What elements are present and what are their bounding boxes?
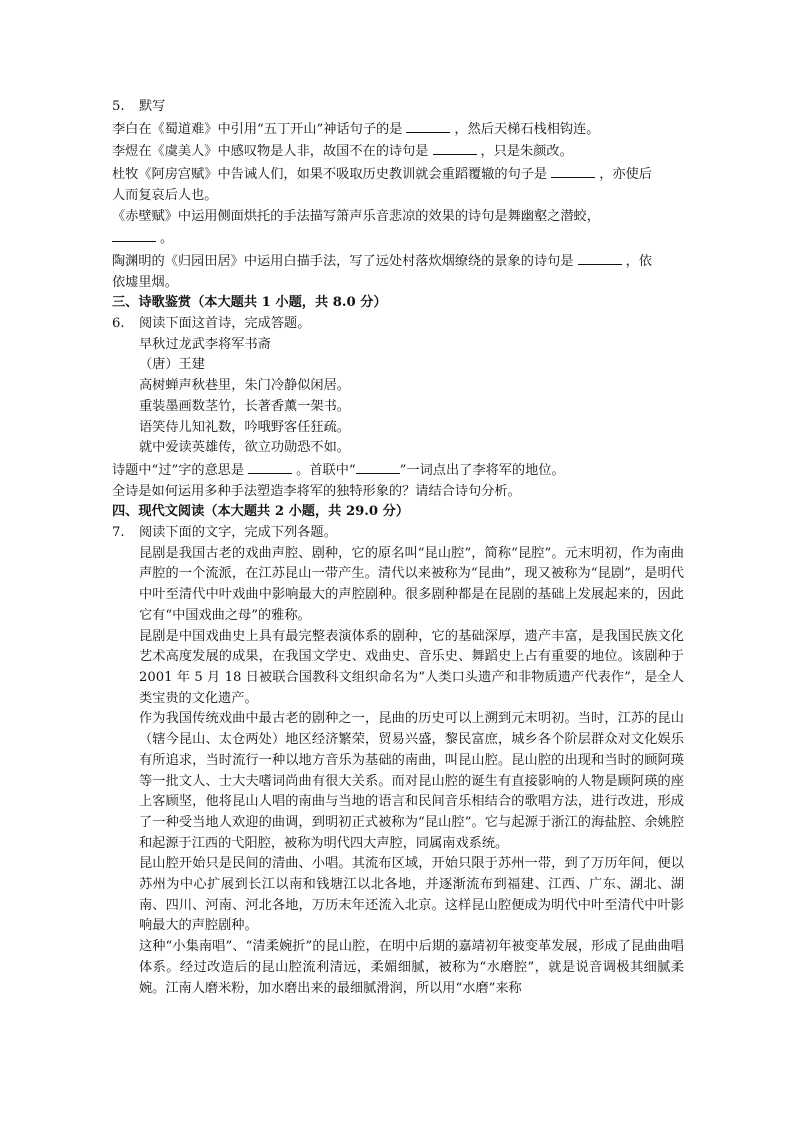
q5-item-4: 《赤壁赋》中运用侧面烘托的手法描写箫声乐音悲凉的效果的诗句是舞幽壑之潜蛟， <box>112 208 600 224</box>
q5-heading <box>112 97 684 118</box>
poem-line: 高树蝉声秋巷里，朱门冷静似闲居。 <box>139 378 350 394</box>
q5-item-5-cont: 依墟里烟。 <box>112 274 178 290</box>
reading-paragraph: 昆剧是中国戏曲史上具有最完整表演体系的剧种，它的基础深厚，遗产丰富，是我国民族文化艺术高度发展的成果，在我国文学史、戏曲史、音乐史、舞蹈史上占有重要的地位。该剧种于 2001 年 5 月 18 日被联合国教科文组织命名为“人类口头遗产和非物质遗产代表作”，是全人类宝贵的文化遗产。 <box>139 628 684 706</box>
exam-page <box>112 97 684 999</box>
q6-question-1: 诗题中“过”字的意思是 。首联中“ ”一词点出了李将军的地位。 <box>112 459 684 482</box>
poem-line: 就中爱读英雄传，欲立功勋恐不如。 <box>139 440 350 456</box>
reading-paragraph: 昆剧是我国古老的戏曲声腔、剧种，它的原名叫“昆山腔”，简称“昆腔”。元末明初，作为南曲声腔的一个流派，在江苏昆山一带产生。清代以来被称为“昆曲”，现又被称为“昆剧”，是明代中叶至清代中叶戏曲中影响最大的声腔剧种。很多剧种都是在昆剧的基础上发展起来的，因此它有“中国戏曲之母”的雅称。 <box>139 545 684 623</box>
answer-blank[interactable] <box>112 227 156 242</box>
poem-author: （唐）王建 <box>139 357 205 373</box>
reading-paragraph: 这种“小集南唱”、“清柔婉折”的昆山腔，在明中后期的嘉靖初年被变革发展，形成了昆曲曲唱体系。经过改造后的昆山腔流利清远，柔媚细腻，被称为“水磨腔”，就是说音调极其细腻柔婉。江南人磨米粉，加水磨出来的最细腻滑润，所以用“水磨”来称 <box>139 939 684 996</box>
reading-paragraph: 昆山腔开始只是民间的清曲、小唱。其流布区域，开始只限于苏州一带，到了万历年间，便以苏州为中心扩展到长江以南和钱塘江以北各地，并逐渐流布到福建、江西、广东、湖北、湖南、四川、河南、河北各地，万历末年还流入北京。这样昆山腔便成为明代中叶至清代中叶影响最大的声腔剧种。 <box>139 856 684 934</box>
q5-item-2: 李煜在《虞美人》中感叹物是人非，故国不在的诗句是 ，只是朱颜改。 <box>112 140 684 163</box>
q5-item-3-cont: 人而复哀后人也。 <box>112 187 218 203</box>
q7-number: 7. <box>112 525 125 541</box>
q7-intro: 阅读下面的文字，完成下列各题。 <box>139 525 337 541</box>
q5-number: 5. <box>112 99 125 114</box>
q5-item-5: 陶渊明的《归园田居》中运用白描手法，写了远处村落炊烟缭绕的景象的诗句是 ，依 <box>112 250 684 273</box>
answer-blank[interactable] <box>551 163 595 178</box>
section-3-title: 三、诗歌鉴赏（本大题共 1 小题，共 8.0 分） <box>112 295 387 311</box>
answer-blank[interactable] <box>433 140 477 155</box>
answer-blank[interactable] <box>578 250 622 265</box>
poem-line: 重装墨画数茎竹，长著香薰一架书。 <box>139 398 350 414</box>
reading-paragraph: 作为我国传统戏曲中最古老的剧种之一，昆曲的历史可以上溯到元末明初。当时，江苏的昆山（辖今昆山、太仓两处）地区经济繁荣，贸易兴盛，黎民富庶，城乡各个阶层群众对文化娱乐有所追求，当时流行一种以地方音乐为基础的南曲，叫昆山腔。昆山腔的出现和当时的顾阿瑛等一批文人、士大夫嗜词尚曲有很大关系。而对昆山腔的诞生有直接影响的人物是顾阿瑛的座上客顾坚，他将昆山人唱的南曲与当地的语言和民间音乐相结合的歌唱方法，进行改进，形成了一种受当地人欢迎的曲调，到明初正式被称为“昆山腔”。它与起源于浙江的海盐腔、余姚腔和起源于江西的弋阳腔，被称为明代四大声腔，同属南戏系统。 <box>139 711 684 851</box>
q6-number: 6. <box>112 316 125 332</box>
q6-heading <box>112 314 684 335</box>
q5-item-1: 李白在《蜀道难》中引用“五丁开山”神话句子的是 ，然后天梯石栈相钩连。 <box>112 118 684 141</box>
q6-intro: 阅读下面这首诗，完成答题。 <box>139 316 311 332</box>
section-4-title: 四、现代文阅读（本大题共 2 小题，共 29.0 分） <box>112 504 410 520</box>
answer-blank[interactable] <box>356 459 400 474</box>
q5-title: 默写 <box>139 99 166 114</box>
q5-item-3: 杜牧《阿房宫赋》中告诫人们，如果不吸取历史教训就会重蹈覆辙的句子是 ，亦使后 <box>112 163 684 186</box>
poem-line: 语笑侍儿知礼数，吟哦野客任狂疏。 <box>139 419 350 435</box>
q7-heading <box>112 523 684 544</box>
answer-blank[interactable] <box>406 118 450 133</box>
q5-item-4-cont: 。 <box>112 227 684 250</box>
poem-title: 早秋过龙武李将军书斋 <box>139 336 271 352</box>
answer-blank[interactable] <box>248 459 292 474</box>
q6-question-2: 全诗是如何运用多种手法塑造李将军的独特形象的？请结合诗句分析。 <box>112 483 521 499</box>
